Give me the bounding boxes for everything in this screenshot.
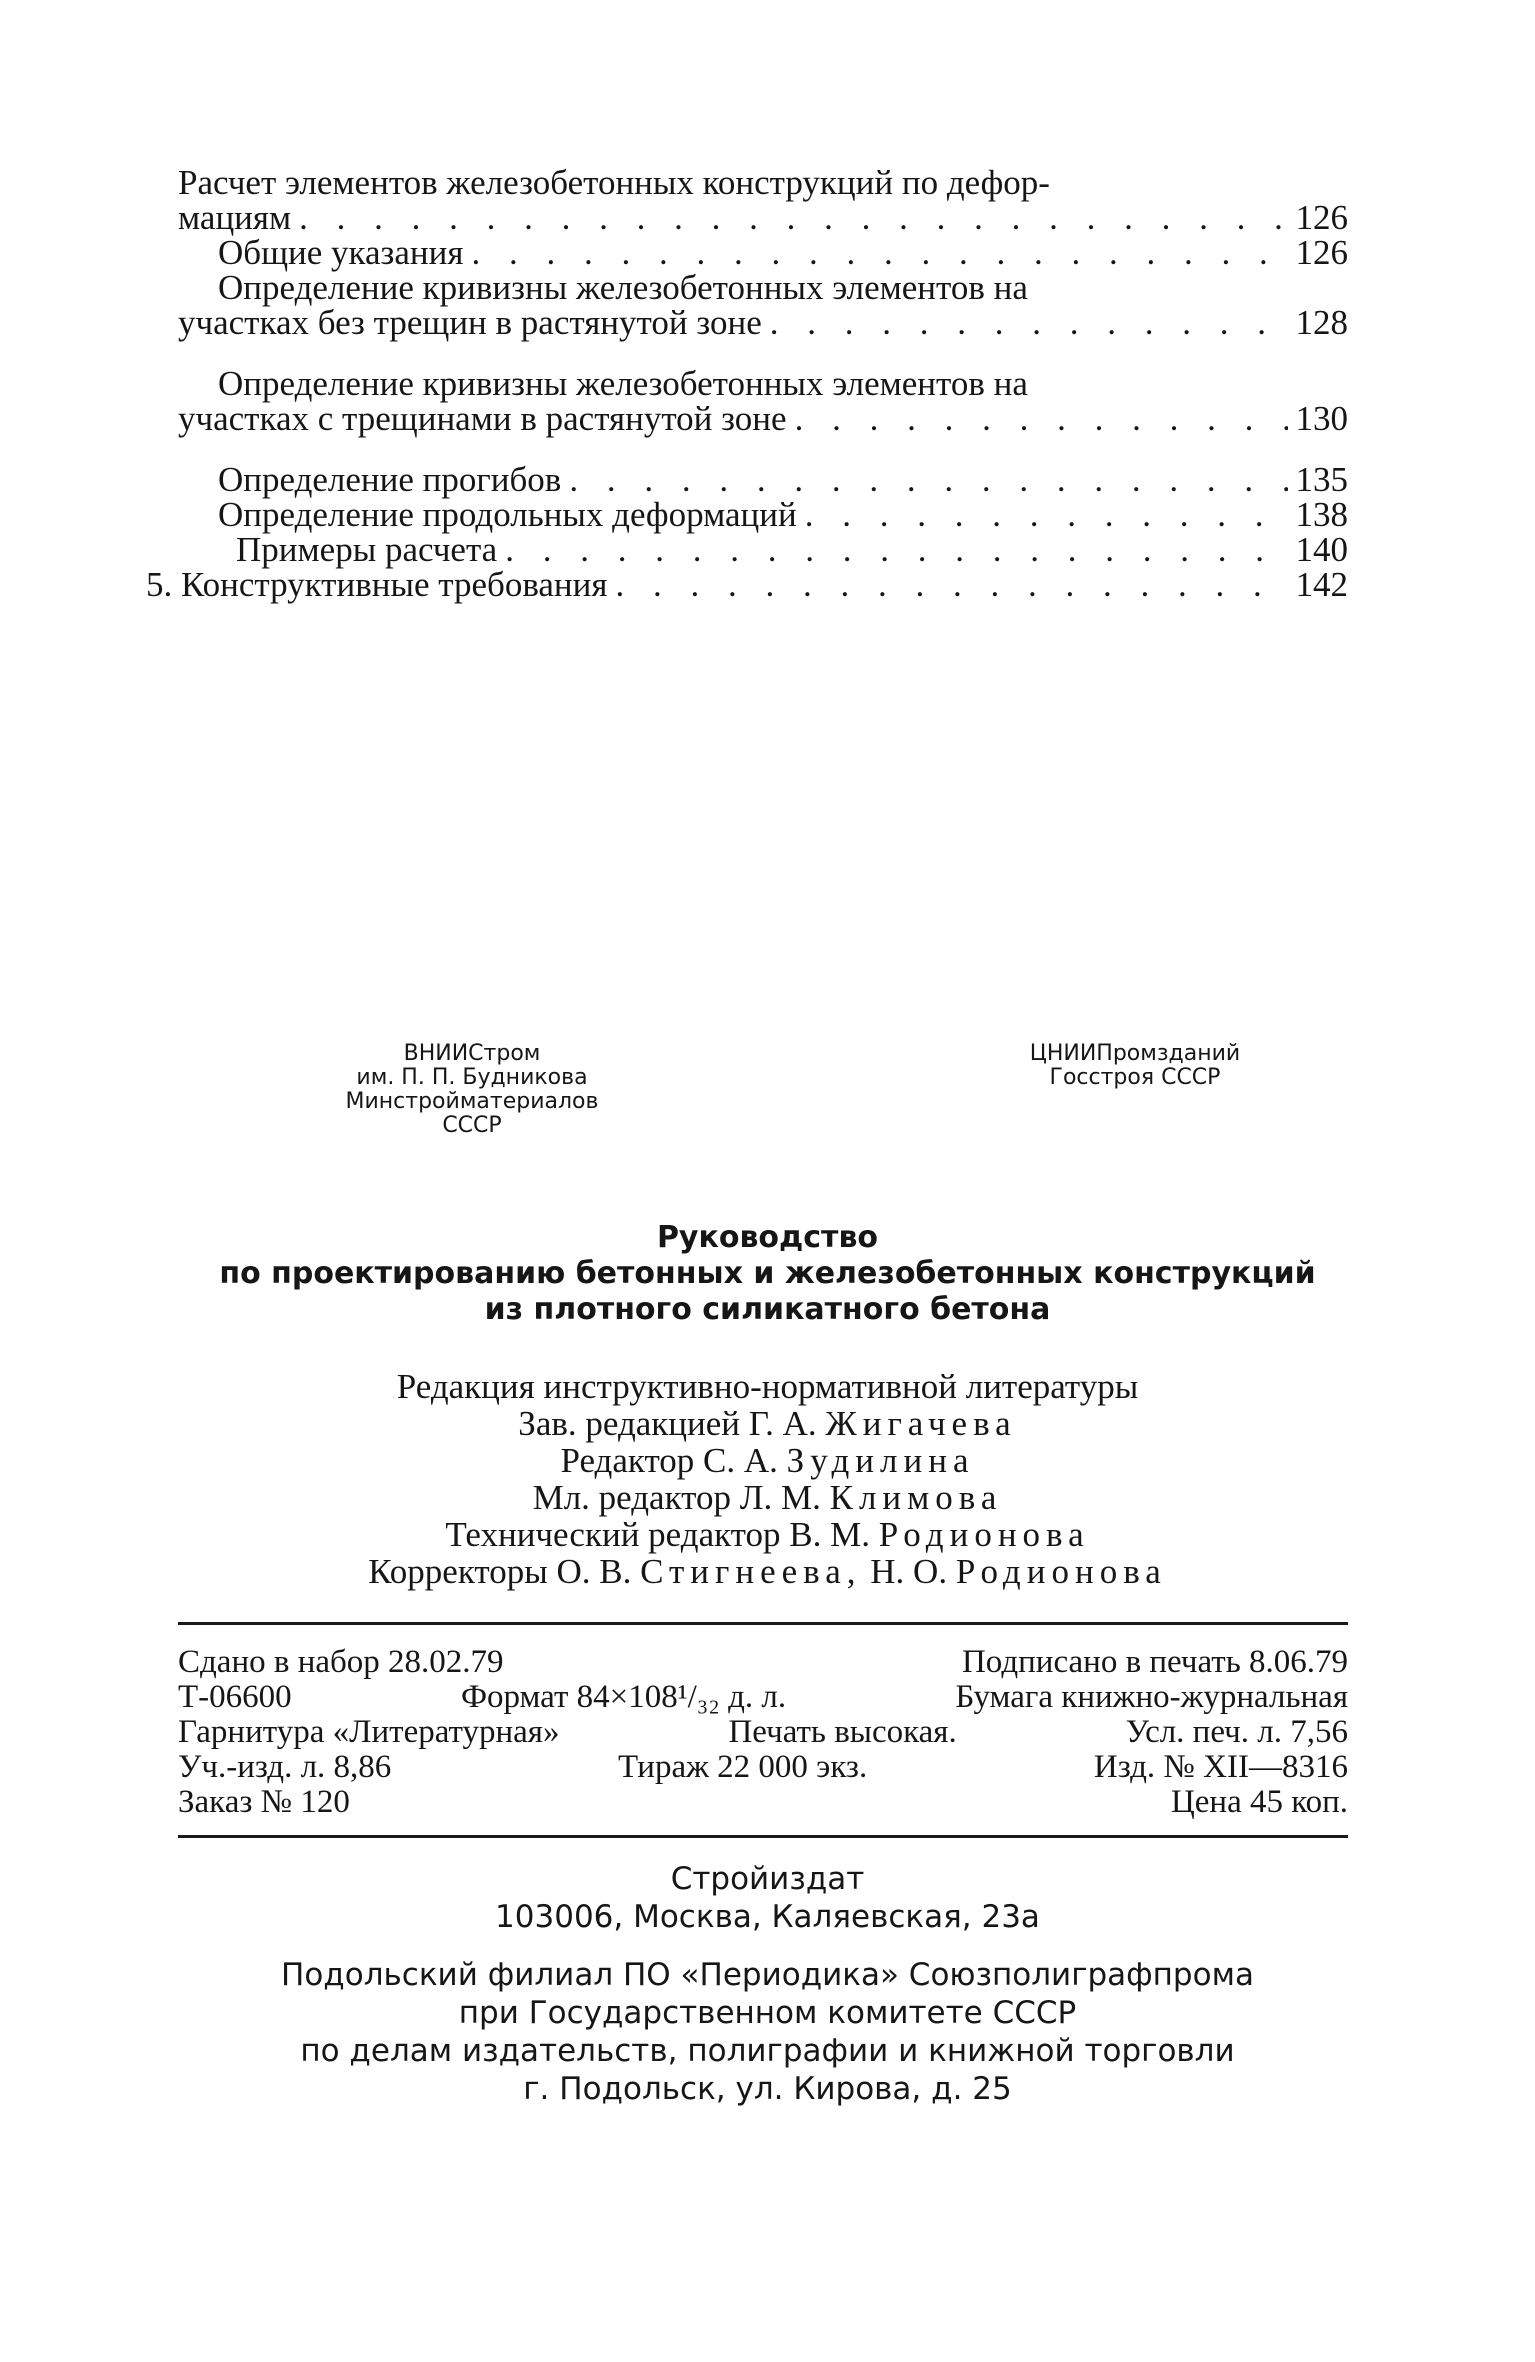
credit-name: Родионова xyxy=(955,1552,1167,1591)
title-line: из плотного силикатного бетона xyxy=(484,1292,1051,1327)
toc-item-title: мациям xyxy=(178,198,292,237)
pub-cell: Заказ № 120 xyxy=(178,1784,350,1820)
toc-page-number: 140 xyxy=(1295,530,1348,569)
toc-item-title: Примеры расчета xyxy=(236,530,498,569)
pub-row xyxy=(178,1645,1348,1680)
toc-leader xyxy=(787,401,1288,436)
title-line: по проектированию бетонных и железобетонных конструкций xyxy=(219,1256,1316,1291)
pub-row xyxy=(178,1785,1348,1820)
toc-item-title: Определение продольных деформаций xyxy=(218,495,797,534)
pub-cell: Тираж 22 000 экз. xyxy=(617,1749,868,1785)
pub-cell: Печать высокая. xyxy=(728,1714,957,1750)
credit-role: Мл. редактор Л. М. xyxy=(532,1478,821,1517)
pub-row xyxy=(178,1715,1348,1750)
toc-item-title: Расчет элементов железобетонных конструкций по дефор- xyxy=(178,163,1050,202)
toc-item xyxy=(178,401,1348,436)
toc-item xyxy=(178,462,1348,497)
title-line: Руководство xyxy=(656,1220,879,1255)
pub-cell: Гарнитура «Литературная» xyxy=(178,1714,560,1750)
toc-page-number: 135 xyxy=(1295,460,1348,499)
book-title xyxy=(0,1220,1535,1328)
org-line: Минстройматериалов xyxy=(345,1089,599,1114)
pub-cell: Цена 45 коп. xyxy=(1170,1784,1348,1820)
pub-row xyxy=(178,1680,1348,1715)
pub-cell: Усл. печ. л. 7,56 xyxy=(1125,1714,1348,1750)
org-line: им. П. П. Будникова xyxy=(356,1065,588,1090)
pub-cell: Бумага книжно-журнальная xyxy=(955,1679,1348,1715)
organization-right xyxy=(985,1042,1285,1090)
credits-line xyxy=(0,1405,1535,1442)
credits-line xyxy=(0,1516,1535,1553)
toc-item xyxy=(178,200,1348,235)
toc-leader xyxy=(607,567,1288,602)
toc-leader xyxy=(797,497,1288,532)
divider-top xyxy=(178,1622,1348,1625)
credits-line xyxy=(0,1553,1535,1590)
toc-page-number: 126 xyxy=(1295,233,1348,272)
pub-row xyxy=(178,1750,1348,1785)
toc-page-number: 130 xyxy=(1295,399,1348,438)
divider-bottom xyxy=(178,1835,1348,1838)
credit-role: Редактор С. А. xyxy=(560,1441,778,1480)
pub-cell: Уч.-изд. л. 8,86 xyxy=(178,1749,392,1785)
credit-name: Зудилина xyxy=(786,1441,975,1480)
org-line: Госстроя СССР xyxy=(1049,1065,1221,1090)
organization-left xyxy=(322,1042,622,1138)
toc-item-title: Общие указания xyxy=(218,233,464,272)
credit-role: Зав. редакцией Г. А. xyxy=(518,1404,817,1443)
toc-page-number: 138 xyxy=(1295,495,1348,534)
toc-item-title: 5. Конструктивные требования xyxy=(146,565,608,604)
toc-item xyxy=(178,235,1348,270)
publication-details xyxy=(178,1645,1348,1820)
editorial-credits xyxy=(0,1368,1535,1590)
toc-leader xyxy=(291,200,1288,235)
printer-line: Подольский филиал ПО «Периодика» Союзполиграфпрома xyxy=(281,1957,1254,1993)
toc-leader xyxy=(497,532,1288,567)
table-of-contents xyxy=(146,163,1348,604)
credits-line xyxy=(0,1442,1535,1479)
credit-role: Корректоры О. В. xyxy=(368,1552,632,1591)
credit-name: Жигачева xyxy=(825,1404,1017,1443)
pub-cell: Изд. № XII—8316 xyxy=(1093,1749,1348,1785)
publisher-name: Стройиздат xyxy=(670,1861,865,1897)
toc-page-number: 126 xyxy=(1295,198,1348,237)
publisher-footer xyxy=(0,1860,1535,2108)
toc-item-title: участках без трещин в растянутой зоне xyxy=(178,303,762,342)
publisher-address: 103006, Москва, Каляевская, 23а xyxy=(495,1899,1040,1935)
toc-item-title: Определение прогибов xyxy=(218,460,562,499)
toc-item xyxy=(178,305,1348,340)
toc-item xyxy=(146,567,1348,602)
printer-line: при Государственном комитете СССР xyxy=(458,1995,1077,2031)
pub-cell: Т-06600 xyxy=(178,1679,292,1715)
credit-role: Технический редактор В. М. xyxy=(445,1515,870,1554)
toc-leader xyxy=(762,305,1288,340)
toc-item xyxy=(178,532,1348,567)
printer-line: по делам издательств, полиграфии и книжной торговли xyxy=(300,2033,1235,2069)
toc-leader xyxy=(561,462,1288,497)
credit-name: Стигнеева, xyxy=(640,1552,862,1591)
printer-line: г. Подольск, ул. Кирова, д. 25 xyxy=(523,2071,1012,2107)
org-line: СССР xyxy=(442,1113,502,1138)
toc-item-title: Определение кривизны железобетонных элементов на xyxy=(218,268,1028,307)
pub-cell: Подписано в печать 8.06.79 xyxy=(961,1644,1348,1680)
toc-page-number: 128 xyxy=(1295,303,1348,342)
pub-cell: Сдано в набор 28.02.79 xyxy=(178,1644,504,1680)
credits-line xyxy=(0,1479,1535,1516)
credit-name: Климова xyxy=(829,1478,1003,1517)
credit-name: Родионова xyxy=(878,1515,1090,1554)
org-line: ЦНИИПромзданий xyxy=(1029,1041,1241,1066)
toc-item-title: участках с трещинами в растянутой зоне xyxy=(178,399,787,438)
toc-leader xyxy=(463,235,1288,270)
credit-role: Н. О. xyxy=(870,1552,948,1591)
toc-page-number: 142 xyxy=(1295,565,1348,604)
org-line: ВНИИСтром xyxy=(403,1041,541,1066)
toc-item xyxy=(178,497,1348,532)
credits-line: Редакция инструктивно-нормативной литературы xyxy=(396,1367,1139,1406)
pub-cell: Формат 84×108¹/₃₂ д. л. xyxy=(460,1679,787,1715)
toc-item-title: Определение кривизны железобетонных элементов на xyxy=(218,364,1028,403)
